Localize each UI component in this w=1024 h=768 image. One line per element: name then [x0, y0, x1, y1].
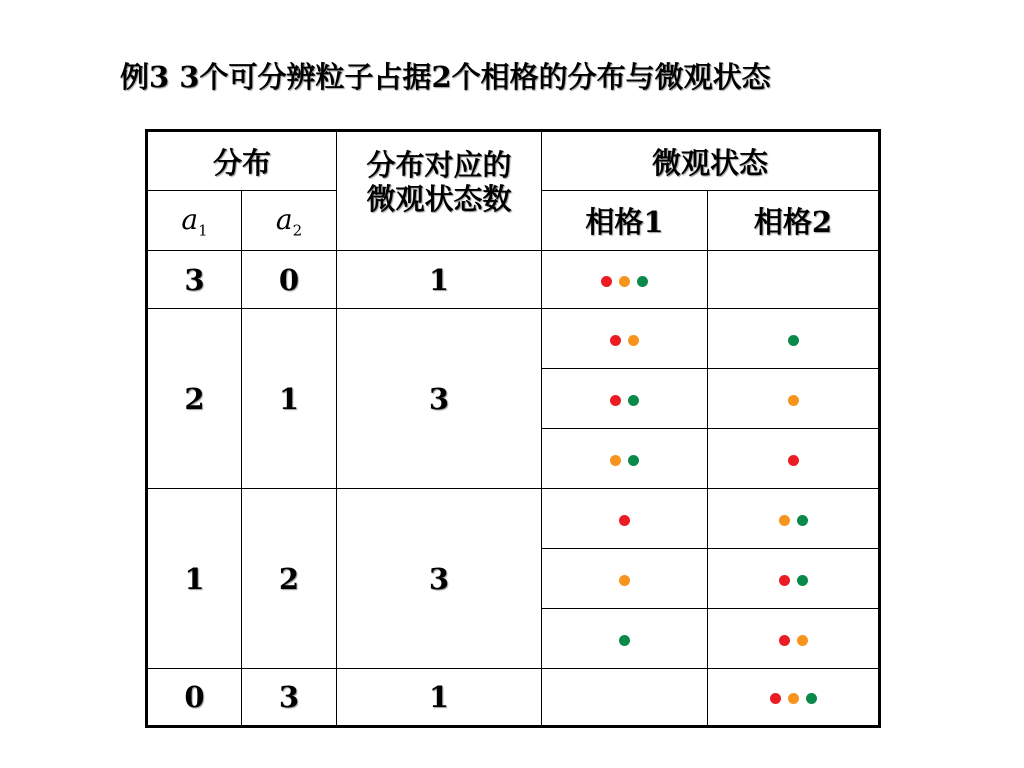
- cell-2-particles: [708, 309, 880, 369]
- header-distribution: 分布: [147, 131, 337, 191]
- cell-2-particles: [708, 429, 880, 489]
- header-row-1: [147, 131, 880, 191]
- header-microstates: 微观状态: [542, 131, 880, 191]
- cell-2-particles: [708, 251, 880, 309]
- particle-green-icon: [797, 575, 808, 586]
- particle-green-icon: [637, 276, 648, 287]
- particle-red-icon: [788, 455, 799, 466]
- particle-group: [788, 395, 799, 406]
- particle-green-icon: [788, 335, 799, 346]
- cell-1-particles: [542, 251, 708, 309]
- particle-orange-icon: [610, 455, 621, 466]
- a2-symbol: $a_2$: [275, 202, 303, 240]
- particle-red-icon: [779, 635, 790, 646]
- particle-group: [619, 575, 630, 586]
- particle-orange-icon: [788, 693, 799, 704]
- particle-group: [610, 335, 639, 346]
- particle-group: [788, 455, 799, 466]
- particle-orange-icon: [619, 276, 630, 287]
- microstate-table: [145, 129, 881, 728]
- particle-group: [610, 455, 639, 466]
- cell-1-particles: [542, 309, 708, 369]
- header-a2: [242, 191, 337, 251]
- table-row: [147, 489, 880, 549]
- microstate-count: 1: [337, 669, 542, 727]
- a2-value: 2: [242, 489, 337, 669]
- cell-1-particles: [542, 549, 708, 609]
- header-cell-2: 相格2: [708, 191, 880, 251]
- particle-orange-icon: [619, 575, 630, 586]
- particle-green-icon: [628, 395, 639, 406]
- particle-red-icon: [610, 335, 621, 346]
- cell-2-particles: [708, 549, 880, 609]
- microstate-count: 3: [337, 309, 542, 489]
- particle-group: [788, 335, 799, 346]
- cell-1-particles: [542, 489, 708, 549]
- particle-group: [770, 693, 817, 704]
- particle-green-icon: [628, 455, 639, 466]
- particle-group: [779, 515, 808, 526]
- particle-group: [779, 635, 808, 646]
- slide-title: 例3 3个可分辨粒子占据2个相格的分布与微观状态: [120, 60, 771, 94]
- particle-orange-icon: [788, 395, 799, 406]
- header-count-line-1: 分布对应的: [366, 148, 512, 182]
- a2-value: 3: [242, 669, 337, 727]
- particle-red-icon: [610, 395, 621, 406]
- cell-1-particles: [542, 609, 708, 669]
- a1-symbol: $a_1$: [181, 202, 208, 240]
- a1-value: 0: [147, 669, 242, 727]
- cell-2-particles: [708, 489, 880, 549]
- a2-value: 0: [242, 251, 337, 309]
- cell-1-particles: [542, 369, 708, 429]
- particle-orange-icon: [797, 635, 808, 646]
- a2-value: 1: [242, 309, 337, 489]
- particle-red-icon: [601, 276, 612, 287]
- particle-orange-icon: [628, 335, 639, 346]
- table-row: [147, 251, 880, 309]
- header-microstate-count: [337, 131, 542, 251]
- cell-2-particles: [708, 369, 880, 429]
- particle-green-icon: [797, 515, 808, 526]
- particle-group: [619, 635, 630, 646]
- particle-green-icon: [806, 693, 817, 704]
- microstate-count: 1: [337, 251, 542, 309]
- header-cell-1: 相格1: [542, 191, 708, 251]
- microstate-count: 3: [337, 489, 542, 669]
- particle-group: [601, 276, 648, 287]
- particle-group: [619, 515, 630, 526]
- cell-2-particles: [708, 609, 880, 669]
- header-a1: [147, 191, 242, 251]
- particle-orange-icon: [779, 515, 790, 526]
- cell-2-particles: [708, 669, 880, 727]
- table-row: [147, 669, 880, 727]
- particle-group: [610, 395, 639, 406]
- particle-red-icon: [619, 515, 630, 526]
- a1-value: 1: [147, 489, 242, 669]
- particle-green-icon: [619, 635, 630, 646]
- particle-group: [779, 575, 808, 586]
- table-row: [147, 309, 880, 369]
- particle-red-icon: [770, 693, 781, 704]
- a1-value: 3: [147, 251, 242, 309]
- a1-value: 2: [147, 309, 242, 489]
- cell-1-particles: [542, 669, 708, 727]
- particle-red-icon: [779, 575, 790, 586]
- header-count-line-2: 微观状态数: [366, 182, 512, 216]
- cell-1-particles: [542, 429, 708, 489]
